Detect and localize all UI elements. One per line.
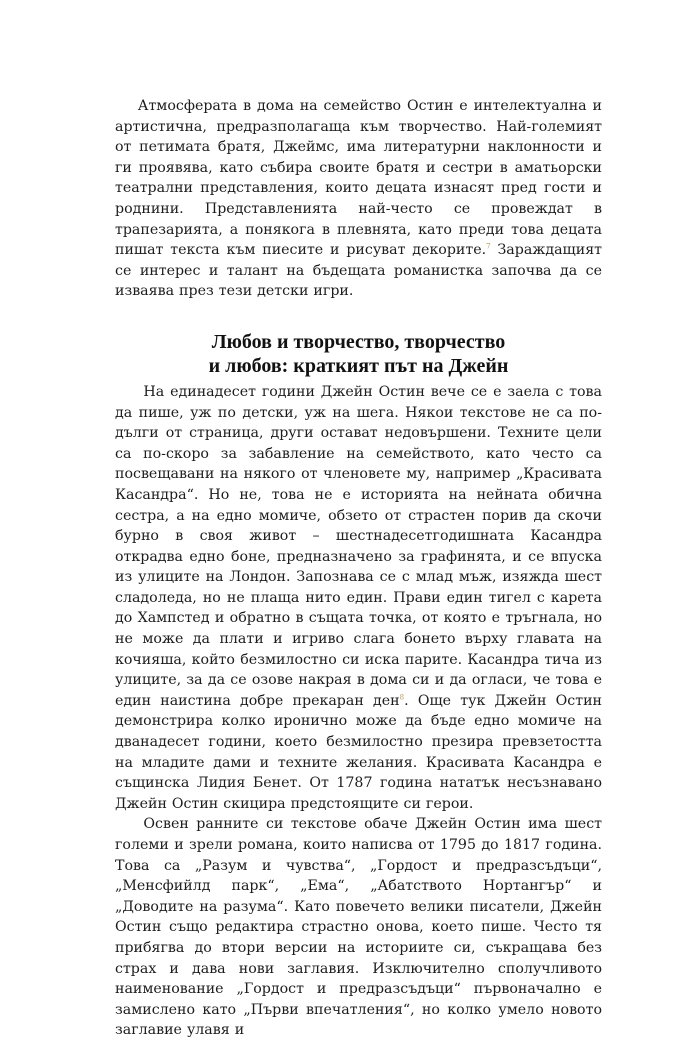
footnote-marker-8[interactable]: 8 bbox=[399, 693, 405, 702]
paragraph-text: Освен ранните си текстове обаче Джейн Остин има шест големи и зрели романа, които написва от 1795 до 1817 година. Това са „Разум и чувства“, „Гордост и предразсъдъци“, „Менсфийлд парк“, „Ема“, „Абатството Нортангър“ и „Доводите на разума“. Като повечето велики писатели, Джейн Остин също редактира страстно онова, което пише. Често тя прибягва до втори версии на историите си, съкращава без страх и дава нови заглавия. Изключително сполучливото наименование „Гордост и предразсъдъци“ първоначално е замислено като „Първи впечатления“, но колко умело новото заглавие улавя и bbox=[115, 816, 602, 1039]
section-heading-line-1: Любов и творчество, творчество bbox=[211, 330, 506, 353]
paragraph-text: На единадесет години Джейн Остин вече се е заела с това да пише, уж по детски, уж на шега. Някои текстове не са по-дълги от страница, други остават недовършени. Техните цели са по-скоро за забавление на семейството, като често са посвещавани на някого от членовете му, например „Красивата Касандра“. Но не, това не е историята на нейната обична сестра, а на едно момиче, обзето от страстен порив да скочи бурно в своя живот – шестнадесетгодишната Касандра открадва едно боне, предназначено за графинята, и се впуска из улиците на Лондон. Запознава се с млад мъж, изяжда шест сладоледа, но не плаща нито един. Прави един тигел с карета до Хампстед и обратно в същата точка, от която е тръгнала, но не може да плати и игриво слага бонето върху главата на кочияша, който безмилостно си иска парите. Касандра тича из улиците, за да се озове накрая в дома си и да огласи, че това е един наистина добре прекаран ден bbox=[115, 383, 602, 709]
body-paragraph-novels bbox=[115, 814, 602, 1041]
section-heading bbox=[115, 330, 602, 378]
section-heading-line-2: и любов: краткият път на Джейн bbox=[208, 354, 509, 377]
body-paragraph-cassandra bbox=[115, 382, 602, 814]
intro-paragraph bbox=[115, 96, 602, 302]
intro-text: Атмосферата в дома на семейство Остин е интелектуална и артистична, предразполагаща към творчество. Най-големият от петимата братя, Джеймс, има литературни наклонности и ги проявява, като събира своите братя и сестри в аматьорски театрални представления, които децата изнасят пред гости и роднини. Представленията най-често се провеждат в трапезарията, а понякога в плевнята, като преди това децата пишат текста към пиесите и рисуват декорите. bbox=[115, 98, 602, 259]
paragraph-text-end: . Още тук Джейн Остин демонстрира колко иронично може да бъде едно момиче на дванадесет години, което безмилостно презира превзетостта на младите дами и техните желания. Красивата Касандра е същинска Лидия Бенет. От 1787 година нататък несъзнавано Джейн Остин скицира предстоящите си герои. bbox=[115, 692, 603, 812]
footnote-marker-7[interactable]: 7 bbox=[486, 242, 491, 251]
intro-text-end: Зараждащият се интерес и талант на бъдещата романистка започва да се изваява през тези детски игри. bbox=[115, 242, 602, 300]
